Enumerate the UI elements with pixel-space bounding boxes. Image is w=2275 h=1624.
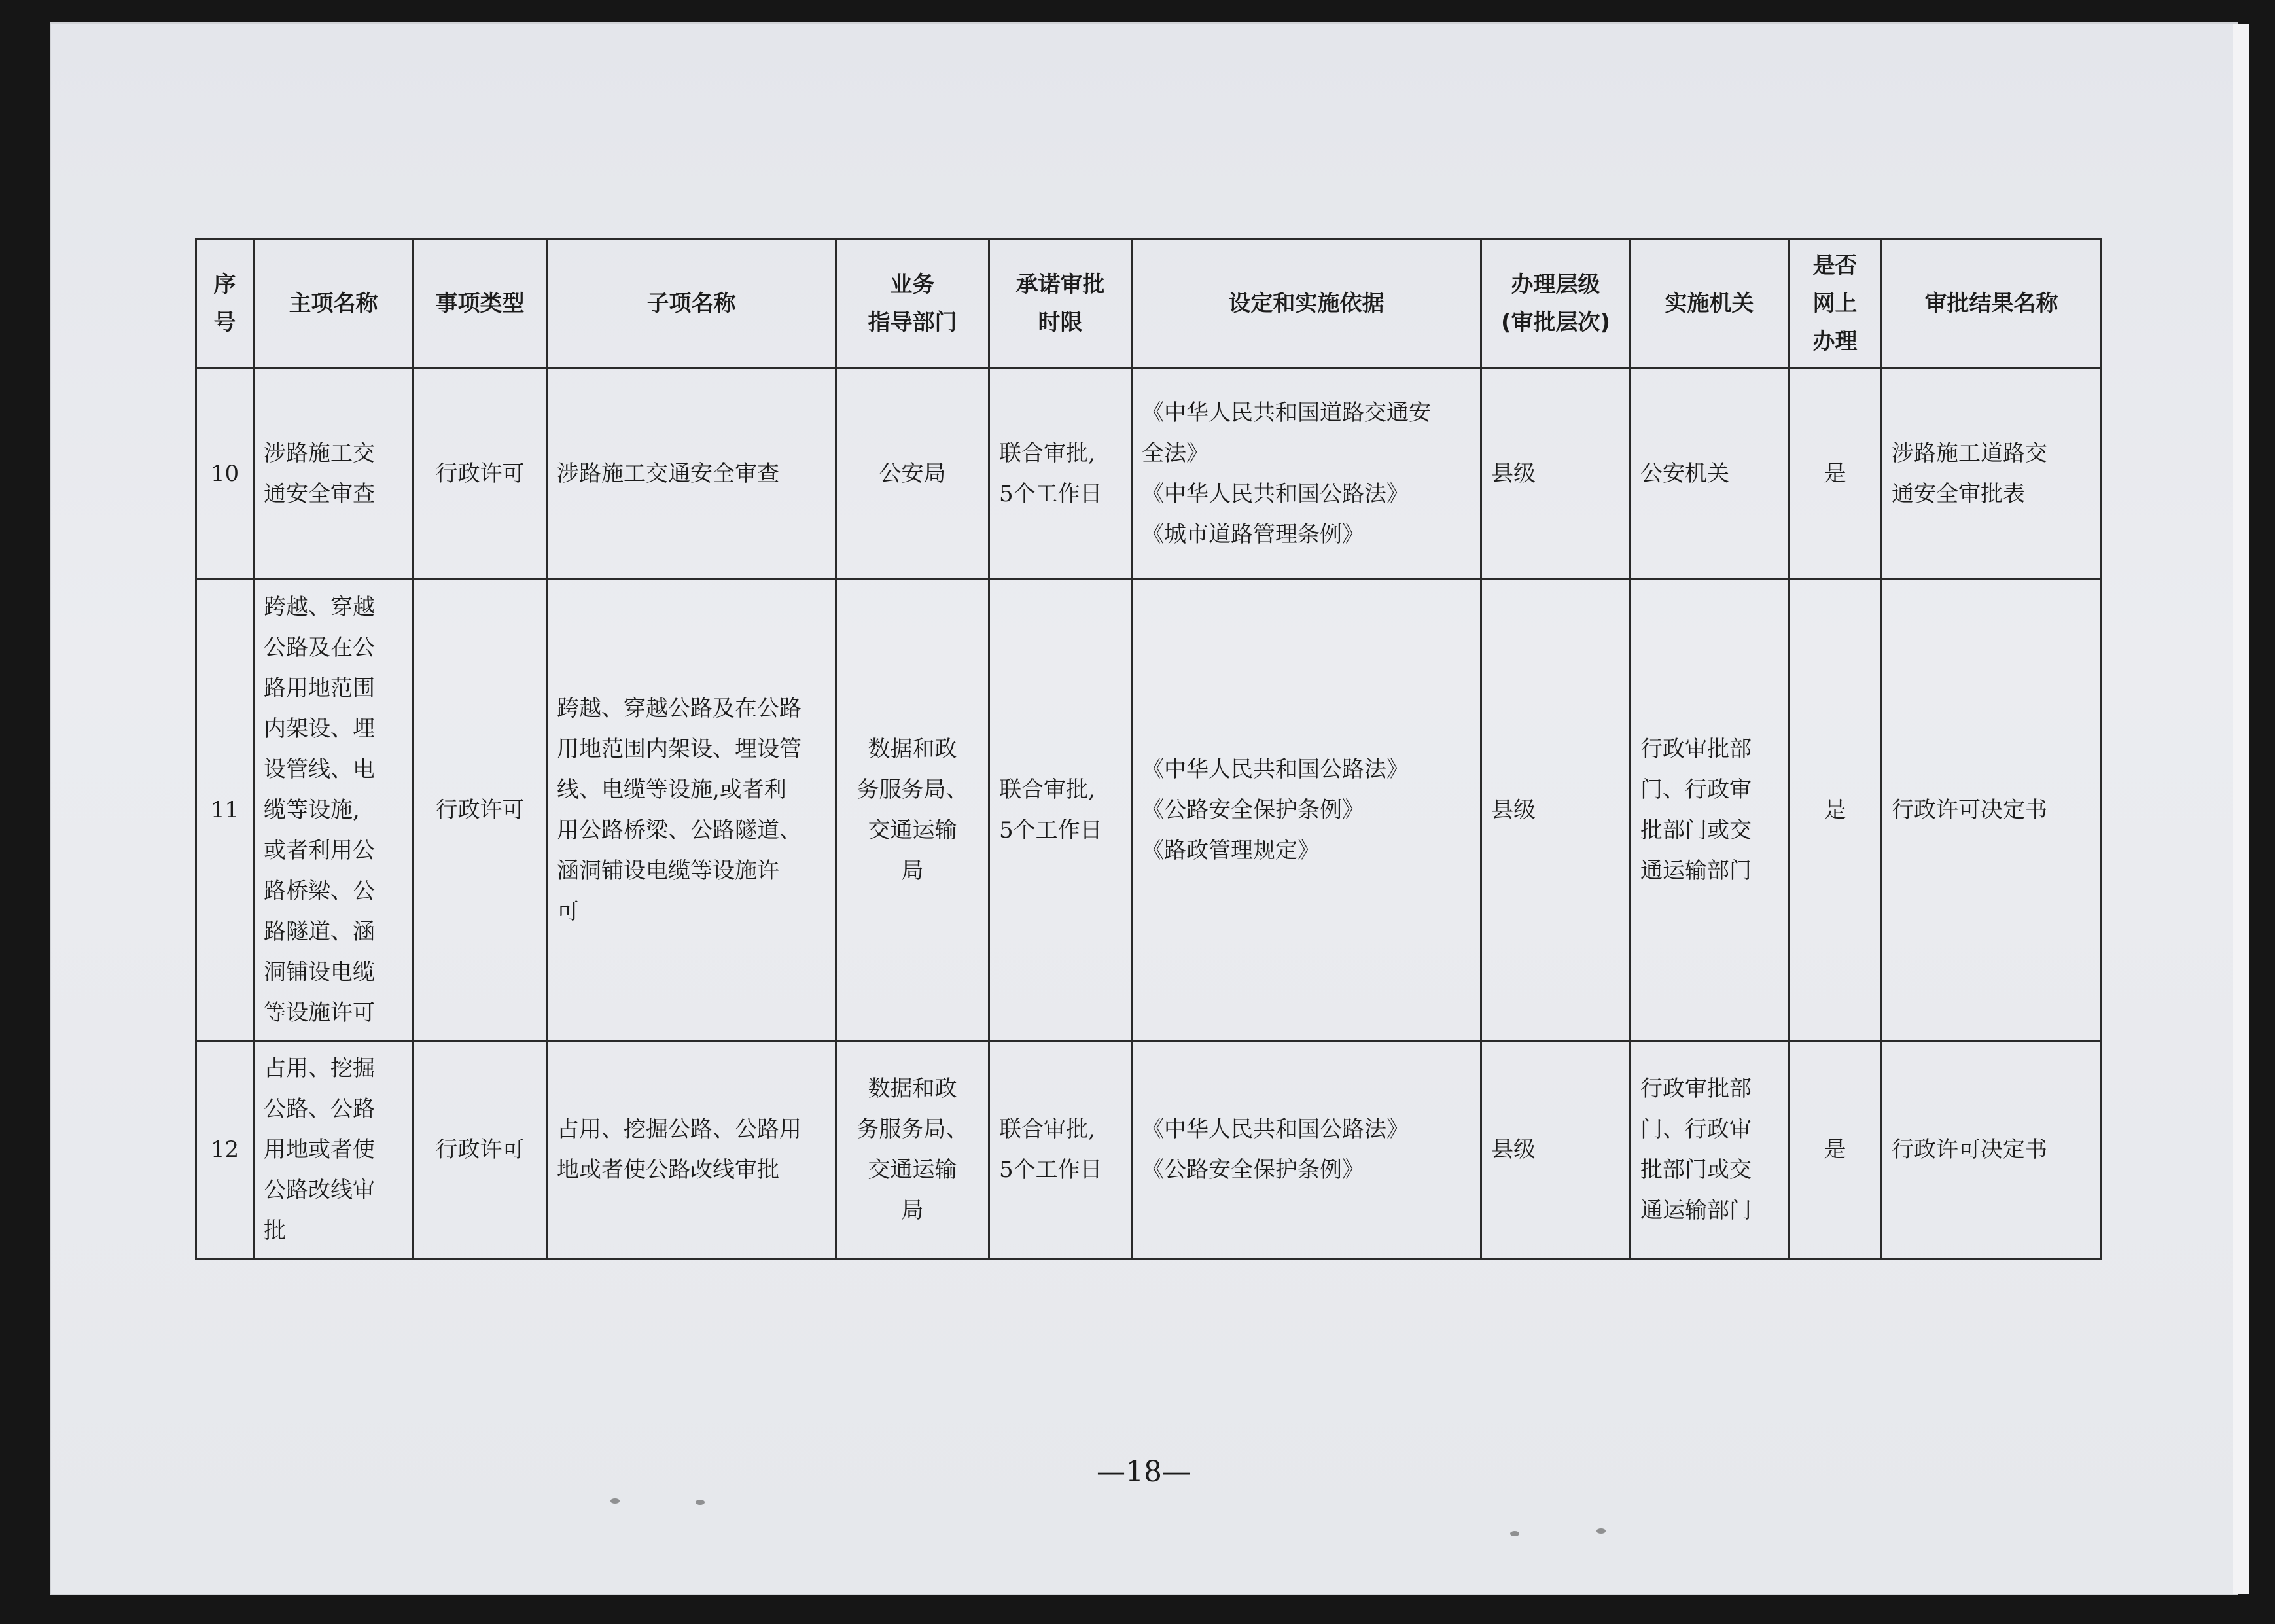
cell-agency: 行政审批部 门、行政审 批部门或交 通运输部门 (1631, 1041, 1789, 1259)
header-item-type: 事项类型 (414, 239, 547, 368)
cell-level: 县级 (1481, 580, 1631, 1041)
header-guide-dept: 业务 指导部门 (836, 239, 989, 368)
table-row (196, 1041, 2102, 1259)
table-row (196, 580, 2102, 1041)
punch-mark (696, 1500, 705, 1505)
header-basis: 设定和实施依据 (1132, 239, 1481, 368)
punch-mark (610, 1498, 620, 1504)
cell-result: 行政许可决定书 (1882, 580, 2102, 1041)
cell-basis: 《中华人民共和国公路法》 《公路安全保护条例》 《路政管理规定》 (1132, 580, 1481, 1041)
page-edge (2233, 24, 2249, 1594)
table-header-row (196, 239, 2102, 368)
cell-time-limit: 联合审批, 5个工作日 (989, 1041, 1132, 1259)
page-number: —18— (1097, 1455, 1191, 1489)
header-online: 是否 网上 办理 (1789, 239, 1882, 368)
header-main-item: 主项名称 (254, 239, 414, 368)
cell-seq: 10 (196, 368, 254, 580)
cell-item-type: 行政许可 (414, 580, 547, 1041)
cell-basis: 《中华人民共和国公路法》 《公路安全保护条例》 (1132, 1041, 1481, 1259)
document-page (51, 24, 2236, 1594)
cell-guide-dept: 数据和政 务服务局、 交通运输 局 (836, 580, 989, 1041)
cell-seq: 11 (196, 580, 254, 1041)
table-row (196, 368, 2102, 580)
cell-time-limit: 联合审批, 5个工作日 (989, 580, 1132, 1041)
header-time-limit: 承诺审批 时限 (989, 239, 1132, 368)
cell-online: 是 (1789, 368, 1882, 580)
cell-guide-dept: 数据和政 务服务局、 交通运输 局 (836, 1041, 989, 1259)
header-agency: 实施机关 (1631, 239, 1789, 368)
cell-item-type: 行政许可 (414, 1041, 547, 1259)
cell-basis: 《中华人民共和国道路交通安 全法》 《中华人民共和国公路法》 《城市道路管理条例》 (1132, 368, 1481, 580)
cell-sub-item: 占用、挖掘公路、公路用 地或者使公路改线审批 (547, 1041, 836, 1259)
cell-result: 涉路施工道路交 通安全审批表 (1882, 368, 2102, 580)
cell-guide-dept: 公安局 (836, 368, 989, 580)
header-level: 办理层级 (审批层次) (1481, 239, 1631, 368)
cell-level: 县级 (1481, 1041, 1631, 1259)
cell-main-item: 跨越、穿越 公路及在公 路用地范围 内架设、埋 设管线、电 缆等设施, 或者利用公 路桥梁、公 路隧道、涵 洞铺设电缆 等设施许可 (254, 580, 414, 1041)
punch-mark (1510, 1531, 1519, 1536)
cell-online: 是 (1789, 1041, 1882, 1259)
cell-sub-item: 跨越、穿越公路及在公路 用地范围内架设、埋设管 线、电缆等设施,或者利 用公路桥梁、公路隧道、 涵洞铺设电缆等设施许 可 (547, 580, 836, 1041)
header-result: 审批结果名称 (1882, 239, 2102, 368)
cell-agency: 行政审批部 门、行政审 批部门或交 通运输部门 (1631, 580, 1789, 1041)
header-seq: 序 号 (196, 239, 254, 368)
cell-sub-item: 涉路施工交通安全审查 (547, 368, 836, 580)
cell-main-item: 涉路施工交 通安全审查 (254, 368, 414, 580)
cell-agency: 公安机关 (1631, 368, 1789, 580)
punch-mark (1596, 1528, 1606, 1534)
cell-online: 是 (1789, 580, 1882, 1041)
header-sub-item: 子项名称 (547, 239, 836, 368)
approval-items-table (195, 238, 2102, 1260)
cell-time-limit: 联合审批, 5个工作日 (989, 368, 1132, 580)
cell-item-type: 行政许可 (414, 368, 547, 580)
cell-result: 行政许可决定书 (1882, 1041, 2102, 1259)
cell-seq: 12 (196, 1041, 254, 1259)
cell-main-item: 占用、挖掘 公路、公路 用地或者使 公路改线审 批 (254, 1041, 414, 1259)
cell-level: 县级 (1481, 368, 1631, 580)
